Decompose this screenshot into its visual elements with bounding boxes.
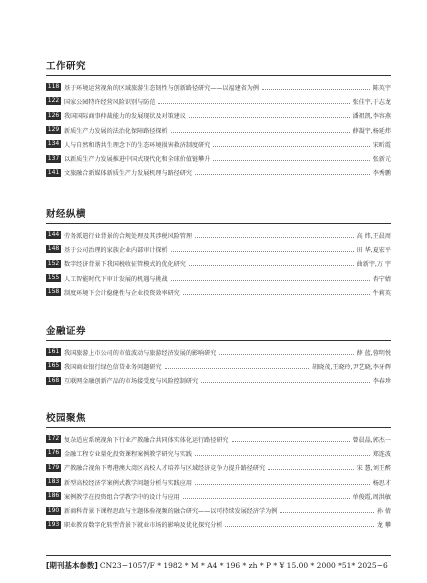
page-number: 118	[47, 83, 60, 91]
entry-title: 新型高校经济学案例式教学问题分析与实践应用	[64, 479, 192, 487]
section-title: 财经纵横	[46, 209, 87, 220]
section-campus-focus	[46, 410, 391, 532]
dot-leader	[268, 465, 354, 470]
entry-title: 人与自然和谐共生理念下的生态环境损害救济制度研究	[64, 141, 211, 149]
entry-author: 李秀鹏	[372, 170, 391, 178]
section-title: 校园聚焦	[46, 413, 87, 424]
dot-leader	[213, 156, 369, 161]
entry-title: 职业教育数字化转型背景下就业市场的影响及优化探究分析	[64, 522, 223, 530]
toc-entry[interactable]	[46, 475, 391, 489]
toc-entry[interactable]	[46, 489, 391, 503]
page-number: 148	[47, 245, 60, 253]
dot-leader	[219, 350, 353, 355]
page-number: 186	[47, 492, 60, 500]
entry-title: 复杂适应系统视角下行业产教融合共同体实体化运行路径研究	[64, 436, 229, 444]
page-number: 122	[47, 97, 60, 105]
dot-leader	[201, 378, 370, 383]
section-finance-economics	[46, 206, 391, 299]
section-rule	[46, 75, 391, 76]
section-title: 金融证券	[46, 326, 87, 337]
entry-author: 孙 倩	[376, 508, 391, 516]
dot-leader	[158, 99, 349, 104]
section-header	[46, 410, 391, 432]
toc-entry[interactable]	[46, 80, 391, 94]
section-header	[46, 206, 391, 228]
entry-title: 案例教学在投资组合学教学中的设计与应用	[64, 493, 180, 501]
entry-author: 曾晨晶,郭杰一	[352, 436, 391, 444]
entry-author: 杨思才	[372, 479, 391, 487]
page-number: 165	[47, 362, 60, 370]
page-number: 155	[47, 274, 60, 282]
toc-entry[interactable]	[46, 257, 391, 271]
dot-leader	[213, 142, 369, 147]
entry-title: 产教融合视角下粤港澳大湾区高校人才培养与区域经济竞争力提升路径研究	[64, 465, 266, 473]
page-number: 183	[47, 478, 60, 486]
page-number: 141	[47, 168, 60, 176]
dot-leader	[171, 128, 350, 133]
toc-entry[interactable]	[46, 271, 391, 285]
entry-title: 我国商业银行绿色信贷业务问题研究	[64, 363, 162, 371]
entry-author: 宋昕霞	[372, 141, 391, 149]
page-number: 129	[47, 126, 60, 134]
section-header	[46, 323, 391, 345]
entry-title: 人工智能时代下审计发展的机遇与挑战	[64, 275, 168, 283]
entry-title: 新商科背景下课程思政与主题体验视频的融合研究——以可持续发展经济学为例	[64, 508, 278, 516]
entry-title: 国家公园特许经营风险识别与防范	[64, 98, 156, 106]
entry-author: 高 炜,王晨周	[356, 232, 391, 240]
toc-entry[interactable]	[46, 151, 391, 165]
toc-entry[interactable]	[46, 109, 391, 123]
entry-title: 以新质生产力发展推进中国式现代化和全球价值链攀升	[64, 156, 211, 164]
toc-entry[interactable]	[46, 123, 391, 137]
entry-author: 杏宁婧	[372, 275, 391, 283]
dot-leader	[189, 113, 350, 118]
entry-author: 张佳宇,于志龙	[352, 98, 391, 106]
toc-entry[interactable]	[46, 228, 391, 242]
entry-title: 我国旅游上市公司的市值波动与旅游经济发展的影响研究	[64, 349, 217, 357]
section-rule	[46, 427, 391, 428]
entry-title: 制度环境下会计稳健性与企业投资效率研究	[64, 289, 180, 297]
dot-leader	[262, 85, 370, 90]
page-number: 152	[47, 259, 60, 267]
dot-leader	[232, 437, 350, 442]
section-work-research	[46, 58, 391, 180]
dot-leader	[225, 522, 373, 527]
page-number: 126	[47, 111, 60, 119]
entry-author: 龙 攀	[376, 522, 391, 530]
toc-entry[interactable]	[46, 345, 391, 359]
entry-title: 我国国际商事仲裁能力的发展现状及对策建议	[64, 113, 186, 121]
entry-title: 劳务派遣行业背景的合规处理及其涉税风险管理	[64, 232, 192, 240]
page-number: 193	[47, 520, 60, 528]
page-number: 144	[47, 231, 60, 239]
toc-entry[interactable]	[46, 94, 391, 108]
section-header	[46, 58, 391, 80]
toc-entry[interactable]	[46, 503, 391, 517]
entry-author: 陈英宇	[372, 84, 391, 92]
toc-entry[interactable]	[46, 137, 391, 151]
section-rule	[46, 340, 391, 341]
entry-title: 新质生产力发展的法治化保障路径探析	[64, 127, 168, 135]
entry-author: 张新元	[372, 156, 391, 164]
entry-title: 文旅融合新媒体新质生产力发展机理与路径研究	[64, 170, 192, 178]
entry-title: 数字经济背景下我国税收征管模式的优化研究	[64, 261, 186, 269]
page-number: 134	[47, 140, 60, 148]
page-number: 158	[47, 288, 60, 296]
dot-leader	[183, 494, 350, 499]
journal-parameters-footer	[46, 555, 391, 574]
toc-entry[interactable]	[46, 518, 391, 532]
dot-leader	[165, 364, 310, 369]
entry-author: 薛 蓝,蓉明悦	[356, 349, 391, 357]
entry-author: 李春珍	[372, 378, 391, 386]
dot-leader	[189, 261, 354, 266]
toc-entry[interactable]	[46, 374, 391, 388]
toc-entry[interactable]	[46, 166, 391, 180]
page-number: 176	[47, 449, 60, 457]
entry-author: 宋 慧,刘王醉	[356, 465, 391, 473]
entry-title: 基于公司治理的家族企业内部审计探析	[64, 246, 168, 254]
entry-author: 潘祖凯,李容燕	[352, 113, 391, 121]
section-finance-securities	[46, 323, 391, 388]
page-number: 161	[47, 348, 60, 356]
entry-author: 胡晓茂,王晓玲,尹艺晓,李牙辉	[312, 363, 391, 371]
section-rule	[46, 223, 391, 224]
toc-entry[interactable]	[46, 285, 391, 299]
page-number: 190	[47, 506, 60, 514]
dot-leader	[183, 290, 370, 295]
toc-entry[interactable]	[46, 446, 391, 460]
entry-title: 互联网金融创新产品的市场接受度与风险控制研究	[64, 378, 199, 386]
page-number: 168	[47, 376, 60, 384]
dot-leader	[280, 508, 374, 513]
entry-author: 薛凝宇,杨延炜	[352, 127, 391, 135]
toc-entry[interactable]	[46, 242, 391, 256]
entry-author: 田 华,夏宏平	[356, 246, 391, 254]
dot-leader	[195, 480, 370, 485]
toc-entry[interactable]	[46, 432, 391, 446]
dot-leader	[195, 451, 370, 456]
dot-leader	[195, 170, 370, 175]
toc-entry[interactable]	[46, 461, 391, 475]
entry-author: 牛莉英	[372, 289, 391, 297]
toc-entry[interactable]	[46, 359, 391, 373]
page-number: 137	[47, 154, 60, 162]
dot-leader	[171, 276, 370, 281]
dot-leader	[171, 247, 354, 252]
entry-title: 基于环境运营视角的区域旅游生态韧性与创新路径研究——以福建省为例	[64, 84, 259, 92]
page-number: 172	[47, 435, 60, 443]
entry-title: 金融工程专业量化投资课程案例教学研究与实践	[64, 450, 192, 458]
footer-value: CN23−1057/F * 1982 * M * A4 * 196 * zh * P * ¥ 15.00 * 2000 *51* 2025−6	[99, 560, 388, 570]
page-number: 179	[47, 463, 60, 471]
footer-label: [期刊基本参数]	[46, 560, 98, 570]
entry-author: 郑连波	[372, 450, 391, 458]
section-title: 工作研究	[46, 61, 87, 72]
dot-leader	[195, 233, 354, 238]
entry-author: 曲新宇,万 宇	[356, 261, 391, 269]
entry-author: 单俊霞,周洪敏	[352, 493, 391, 501]
